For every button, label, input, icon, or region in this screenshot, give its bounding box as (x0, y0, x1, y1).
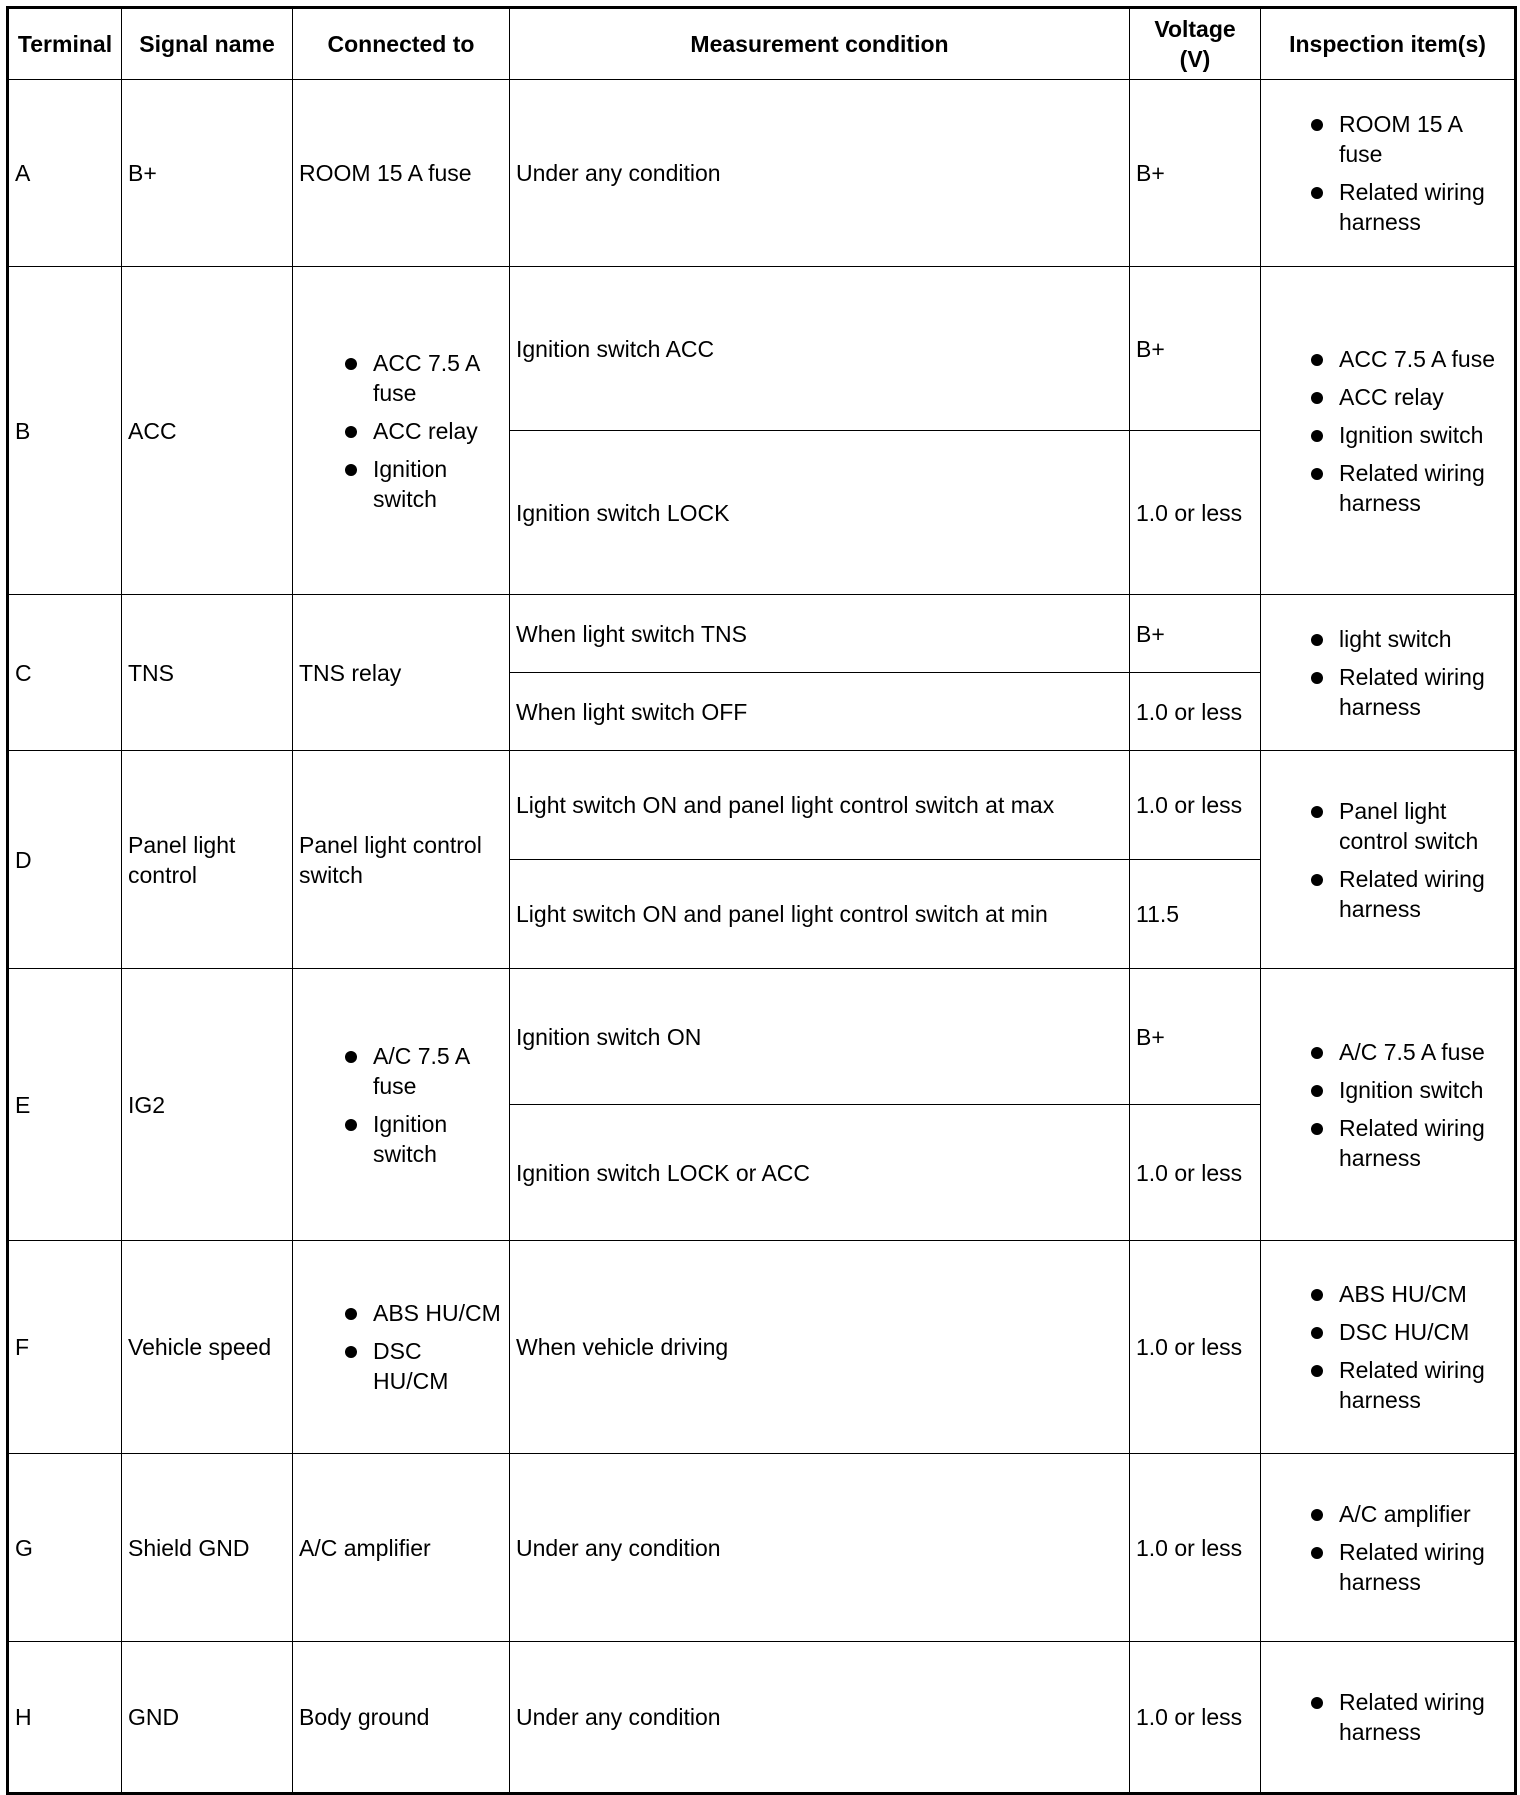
connected-to-list (341, 348, 503, 514)
header-connected-to: Connected to (293, 8, 510, 80)
inspection-item: Ignition switch (1307, 1075, 1508, 1105)
table-row (8, 969, 1516, 1105)
terminal-cell: E (8, 969, 122, 1241)
header-terminal: Terminal (8, 8, 122, 80)
inspection-item: ROOM 15 A fuse (1307, 109, 1508, 169)
measurement-condition-cell: Light switch ON and panel light control switch at min (510, 860, 1130, 969)
header-voltage (1130, 8, 1261, 80)
connected-to-item: ABS HU/CM (341, 1298, 503, 1328)
terminal-cell: F (8, 1241, 122, 1454)
inspection-item: ACC relay (1307, 382, 1508, 412)
inspection-item: DSC HU/CM (1307, 1317, 1508, 1347)
voltage-cell: 1.0 or less (1130, 1241, 1261, 1454)
header-signal-name: Signal name (122, 8, 293, 80)
measurement-condition-cell: Light switch ON and panel light control switch at max (510, 751, 1130, 860)
inspection-list (1307, 344, 1508, 518)
table-row (8, 751, 1516, 860)
voltage-cell: 1.0 or less (1130, 1642, 1261, 1794)
terminal-cell: B (8, 267, 122, 595)
connected-to-item: Ignition switch (341, 1109, 503, 1169)
connected-to-text: Body ground (299, 1704, 430, 1730)
connected-to-cell (293, 1241, 510, 1454)
voltage-cell: 1.0 or less (1130, 673, 1261, 751)
connected-to-cell (293, 595, 510, 751)
inspection-items-cell (1261, 80, 1516, 267)
inspection-item: light switch (1307, 624, 1508, 654)
voltage-cell: 1.0 or less (1130, 751, 1261, 860)
measurement-condition-cell: When vehicle driving (510, 1241, 1130, 1454)
header-measurement-condition: Measurement condition (510, 8, 1130, 80)
inspection-items-cell (1261, 595, 1516, 751)
connected-to-list (341, 1041, 503, 1169)
terminal-voltage-table (6, 6, 1517, 1795)
inspection-item: Panel light control switch (1307, 796, 1508, 856)
inspection-list (1307, 1687, 1508, 1747)
connected-to-cell (293, 1454, 510, 1642)
inspection-items-cell (1261, 969, 1516, 1241)
inspection-item: ABS HU/CM (1307, 1279, 1508, 1309)
connected-to-item: A/C 7.5 A fuse (341, 1041, 503, 1101)
terminal-cell: D (8, 751, 122, 969)
signal-name-cell: Panel light control (122, 751, 293, 969)
table-row (8, 1454, 1516, 1642)
connected-to-item: Ignition switch (341, 454, 503, 514)
header-voltage-label: Voltage (1154, 16, 1236, 42)
measurement-condition-cell: Ignition switch ACC (510, 267, 1130, 431)
connected-to-cell (293, 751, 510, 969)
inspection-item: A/C 7.5 A fuse (1307, 1037, 1508, 1067)
connected-to-text: A/C amplifier (299, 1534, 431, 1561)
inspection-list (1307, 1499, 1508, 1597)
voltage-cell: 1.0 or less (1130, 1454, 1261, 1642)
inspection-list (1307, 1037, 1508, 1173)
measurement-condition-cell: Under any condition (510, 1642, 1130, 1794)
header-inspection-items: Inspection item(s) (1261, 8, 1516, 80)
connected-to-text: Panel light control switch (299, 831, 482, 888)
inspection-item: Related wiring harness (1307, 864, 1508, 924)
signal-name-cell: TNS (122, 595, 293, 751)
voltage-cell: B+ (1130, 969, 1261, 1105)
connected-to-item: ACC 7.5 A fuse (341, 348, 503, 408)
connected-to-cell (293, 1642, 510, 1794)
signal-name-cell: B+ (122, 80, 293, 267)
inspection-items-cell (1261, 1241, 1516, 1454)
voltage-cell: 1.0 or less (1130, 1105, 1261, 1241)
signal-name-cell: IG2 (122, 969, 293, 1241)
inspection-list (1307, 109, 1508, 237)
measurement-condition-cell: Ignition switch ON (510, 969, 1130, 1105)
signal-name-cell: GND (122, 1642, 293, 1794)
inspection-list (1307, 1279, 1508, 1415)
inspection-item: Ignition switch (1307, 420, 1508, 450)
measurement-condition-cell: When light switch TNS (510, 595, 1130, 673)
measurement-condition-cell: When light switch OFF (510, 673, 1130, 751)
terminal-cell: G (8, 1454, 122, 1642)
voltage-cell: B+ (1130, 80, 1261, 267)
voltage-cell: 11.5 (1130, 860, 1261, 969)
measurement-condition-cell: Ignition switch LOCK or ACC (510, 1105, 1130, 1241)
inspection-items-cell (1261, 267, 1516, 595)
inspection-item: Related wiring harness (1307, 1687, 1508, 1747)
inspection-item: Related wiring harness (1307, 1537, 1508, 1597)
terminal-cell: C (8, 595, 122, 751)
inspection-list (1307, 796, 1508, 924)
inspection-items-cell (1261, 751, 1516, 969)
inspection-list (1307, 624, 1508, 722)
connected-to-text: TNS relay (299, 659, 402, 686)
voltage-cell: B+ (1130, 595, 1261, 673)
inspection-items-cell (1261, 1454, 1516, 1642)
inspection-item: ACC 7.5 A fuse (1307, 344, 1508, 374)
inspection-item: Related wiring harness (1307, 662, 1508, 722)
table-row (8, 267, 1516, 431)
table-row (8, 80, 1516, 267)
connected-to-list (341, 1298, 503, 1396)
inspection-item: Related wiring harness (1307, 177, 1508, 237)
connected-to-item: DSC HU/CM (341, 1336, 503, 1396)
connected-to-cell (293, 969, 510, 1241)
voltage-cell: B+ (1130, 267, 1261, 431)
terminal-cell: A (8, 80, 122, 267)
connected-to-item: ACC relay (341, 416, 503, 446)
inspection-items-cell (1261, 1642, 1516, 1794)
connected-to-cell (293, 80, 510, 267)
measurement-condition-cell: Under any condition (510, 1454, 1130, 1642)
inspection-item: Related wiring harness (1307, 1355, 1508, 1415)
table-body (8, 80, 1516, 1794)
terminal-cell: H (8, 1642, 122, 1794)
inspection-item: A/C amplifier (1307, 1499, 1508, 1529)
measurement-condition-cell: Ignition switch LOCK (510, 431, 1130, 595)
inspection-item: Related wiring harness (1307, 458, 1508, 518)
header-voltage-unit: (V) (1179, 46, 1211, 72)
signal-name-cell: Vehicle speed (122, 1241, 293, 1454)
signal-name-cell: Shield GND (122, 1454, 293, 1642)
voltage-cell: 1.0 or less (1130, 431, 1261, 595)
header-row (8, 8, 1516, 80)
measurement-condition-cell: Under any condition (510, 80, 1130, 267)
signal-name-cell: ACC (122, 267, 293, 595)
inspection-item: Related wiring harness (1307, 1113, 1508, 1173)
connected-to-cell (293, 267, 510, 595)
table-row (8, 1642, 1516, 1794)
connected-to-text: ROOM 15 A fuse (299, 160, 472, 186)
table-row (8, 1241, 1516, 1454)
table-row (8, 595, 1516, 673)
